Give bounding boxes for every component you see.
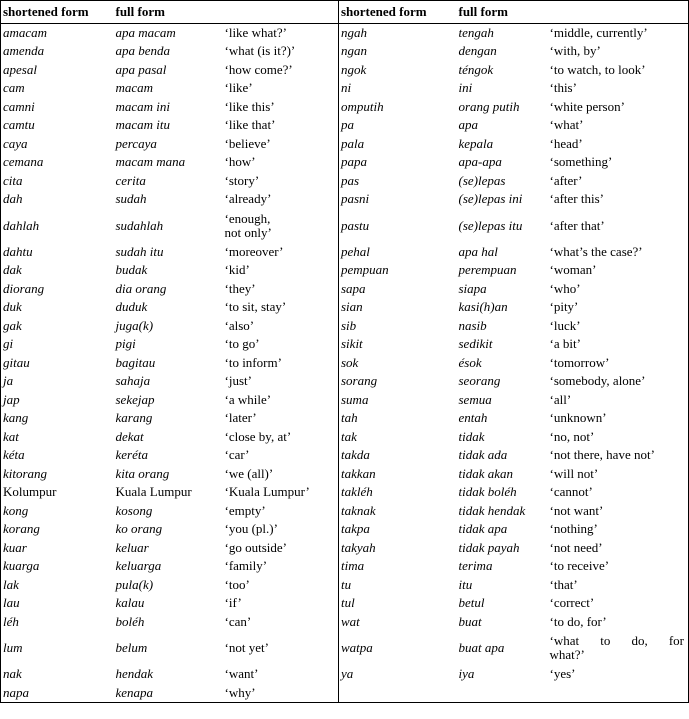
header-left-full-form: full form [114, 1, 223, 24]
right-gloss: ‘unknown’ [548, 409, 689, 428]
left-gloss: ‘empty’ [223, 502, 339, 521]
right-shortened-form: omputih [341, 98, 384, 114]
left-gloss: ‘a while’ [223, 391, 339, 410]
table-row [1, 243, 689, 262]
left-full-form: cerita [115, 172, 146, 188]
left-full-form: apa pasal [115, 61, 167, 77]
right-shortened-form: pa [341, 117, 354, 133]
right-full-form: apa [458, 117, 478, 133]
left-gloss: ‘what (is it?)’ [223, 42, 339, 61]
right-gloss: ‘something’ [548, 153, 689, 172]
right-full-form: iya [458, 666, 475, 682]
right-shortened-form: watpa [341, 640, 373, 655]
table-row [1, 391, 689, 410]
table-row [1, 79, 689, 98]
left-shortened-form: gak [1, 317, 114, 336]
left-gloss: ‘to go’ [223, 335, 339, 354]
table-row [1, 298, 689, 317]
left-full-form: budak [115, 262, 148, 278]
right-gloss: ‘what’ [548, 116, 689, 135]
right-full-form: tidak akan [458, 465, 514, 481]
table-row [1, 372, 689, 391]
left-full-form: Kuala Lumpur [115, 484, 192, 500]
right-shortened-form: tima [341, 558, 365, 574]
right-full-form: tidak ada [458, 447, 508, 463]
right-full-form: dengan [458, 43, 497, 59]
table-row [1, 335, 689, 354]
left-full-form: keluar [115, 539, 149, 555]
left-shortened-form: napa [1, 684, 114, 703]
left-gloss: ‘to inform’ [223, 354, 339, 373]
right-full-form: (se)lepas ini [458, 191, 523, 207]
right-full-form: ésok [458, 354, 482, 370]
table-row [1, 98, 689, 117]
left-gloss-line: not only’ [224, 224, 272, 240]
left-gloss: ‘already’ [223, 190, 339, 209]
left-gloss [223, 209, 339, 243]
right-shortened-form: takkan [341, 465, 376, 481]
right-gloss: ‘middle, currently’ [548, 24, 689, 43]
left-gloss: ‘not yet’ [223, 631, 339, 665]
left-gloss: ‘too’ [223, 576, 339, 595]
left-full-form: apa macam [115, 25, 176, 40]
right-gloss: ‘not need’ [548, 539, 689, 558]
table-row [1, 483, 689, 502]
left-gloss: ‘if’ [223, 594, 339, 613]
right-full-form: téngok [458, 61, 494, 77]
right-full-form: apa-apa [458, 154, 502, 170]
right-full-form: semua [458, 391, 492, 407]
right-full-form: itu [458, 576, 473, 592]
right-shortened-form: wat [341, 613, 360, 629]
right-shortened-form: ngan [341, 43, 367, 59]
right-shortened-form: tu [341, 576, 352, 592]
table-row [1, 280, 689, 299]
right-gloss: ‘who’ [548, 280, 689, 299]
right-gloss-line: ‘what to do, for [549, 633, 684, 648]
left-gloss-line: ‘enough, [224, 210, 271, 226]
left-full-form: karang [115, 410, 153, 426]
right-shortened-form: sorang [341, 373, 378, 389]
table-row [1, 61, 689, 80]
right-gloss: ‘what’s the case?’ [548, 243, 689, 262]
right-full-form [457, 684, 548, 703]
right-gloss: ‘after that’ [548, 209, 689, 243]
left-full-form: percaya [115, 135, 157, 151]
table-row [1, 594, 689, 613]
right-full-form: apa hal [458, 243, 498, 259]
table-row [1, 446, 689, 465]
table-row [1, 665, 689, 684]
right-gloss: ‘tomorrow’ [548, 354, 689, 373]
table-row [1, 465, 689, 484]
left-full-form: sudahlah [115, 217, 164, 233]
right-shortened-form: ngah [341, 25, 367, 40]
right-gloss: ‘not want’ [548, 502, 689, 521]
table-row [1, 613, 689, 632]
left-shortened-form: kat [1, 428, 114, 447]
left-gloss: ‘can’ [223, 613, 339, 632]
right-gloss: ‘will not’ [548, 465, 689, 484]
table-row [1, 209, 689, 243]
left-full-form: dekat [115, 428, 144, 444]
left-gloss: ‘they’ [223, 280, 339, 299]
right-shortened-form: takyah [341, 539, 376, 555]
right-shortened-form: pastu [341, 217, 370, 233]
left-full-form: juga(k) [115, 317, 154, 333]
left-shortened-form: nak [1, 665, 114, 684]
table-row [1, 502, 689, 521]
right-gloss: ‘yes’ [548, 665, 689, 684]
right-full-form: orang putih [458, 98, 520, 114]
table-row [1, 631, 689, 665]
right-shortened-form: ngok [341, 61, 367, 77]
left-shortened-form: cemana [1, 153, 114, 172]
left-full-form: macam mana [115, 154, 186, 170]
left-shortened-form: amenda [1, 42, 114, 61]
table-row [1, 153, 689, 172]
left-gloss: ‘moreover’ [223, 243, 339, 262]
right-shortened-form: sib [341, 317, 357, 333]
left-shortened-form: gi [1, 335, 114, 354]
left-shortened-form: cita [1, 172, 114, 191]
right-gloss: ‘no, not’ [548, 428, 689, 447]
left-gloss: ‘like what?’ [223, 24, 339, 43]
right-shortened-form: sian [341, 299, 363, 315]
right-gloss [548, 631, 689, 665]
right-full-form: kepala [458, 135, 494, 151]
table-body [1, 24, 689, 703]
right-full-form: terima [458, 558, 493, 574]
right-gloss: ‘a bit’ [548, 335, 689, 354]
left-full-form: bagitau [115, 354, 156, 370]
table-row [1, 116, 689, 135]
left-shortened-form: caya [1, 135, 114, 154]
right-gloss: ‘after this’ [548, 190, 689, 209]
left-full-form: sahaja [115, 373, 151, 389]
right-gloss: ‘to watch, to look’ [548, 61, 689, 80]
left-shortened-form: Kolumpur [1, 483, 114, 502]
left-shortened-form: lum [1, 631, 114, 665]
left-full-form: sudah [115, 191, 147, 207]
left-full-form: belum [115, 640, 148, 655]
left-full-form: pula(k) [115, 576, 154, 592]
right-gloss: ‘woman’ [548, 261, 689, 280]
left-gloss: ‘just’ [223, 372, 339, 391]
left-gloss: ‘also’ [223, 317, 339, 336]
left-gloss: ‘you (pl.)’ [223, 520, 339, 539]
left-full-form: pigi [115, 336, 136, 352]
left-full-form: ko orang [115, 521, 163, 537]
table-row [1, 135, 689, 154]
right-shortened-form: tak [341, 428, 357, 444]
right-shortened-form: ni [341, 80, 352, 96]
right-gloss: ‘this’ [548, 79, 689, 98]
table-row [1, 354, 689, 373]
right-full-form: tidak hendak [458, 502, 526, 518]
left-shortened-form: camtu [1, 116, 114, 135]
right-full-form: sedikit [458, 336, 493, 352]
right-shortened-form: tah [341, 410, 358, 426]
left-shortened-form: kong [1, 502, 114, 521]
table-row [1, 520, 689, 539]
left-shortened-form: dak [1, 261, 114, 280]
left-shortened-form: cam [1, 79, 114, 98]
right-gloss: ‘cannot’ [548, 483, 689, 502]
right-gloss-text [550, 634, 689, 662]
left-shortened-form: kitorang [1, 465, 114, 484]
left-shortened-form: dahlah [1, 209, 114, 243]
table-header-row [1, 1, 689, 24]
right-gloss: ‘that’ [548, 576, 689, 595]
right-full-form: buat apa [458, 640, 505, 655]
table-row [1, 172, 689, 191]
left-shortened-form: kéta [1, 446, 114, 465]
header-left-gloss [223, 1, 339, 24]
left-full-form: macam [115, 80, 154, 96]
right-full-form: tidak [458, 428, 485, 444]
right-gloss: ‘all’ [548, 391, 689, 410]
left-full-form: kalau [115, 595, 145, 611]
left-full-form: boléh [115, 613, 145, 629]
right-shortened-form: pehal [341, 243, 370, 259]
right-gloss: ‘correct’ [548, 594, 689, 613]
left-shortened-form: dah [1, 190, 114, 209]
right-shortened-form: sapa [341, 280, 366, 296]
right-full-form: perempuan [458, 262, 517, 278]
right-full-form: ini [458, 80, 473, 96]
header-right-gloss [548, 1, 689, 24]
right-full-form: nasib [458, 317, 487, 333]
left-full-form: dia orang [115, 280, 167, 296]
left-shortened-form: diorang [1, 280, 114, 299]
table-row [1, 317, 689, 336]
table-row [1, 557, 689, 576]
left-shortened-form: amacam [1, 24, 114, 43]
left-shortened-form: korang [1, 520, 114, 539]
right-full-form: kasi(h)an [458, 299, 508, 315]
left-full-form: keluarga [115, 558, 162, 574]
right-shortened-form: sok [341, 354, 359, 370]
left-shortened-form: kuar [1, 539, 114, 558]
left-shortened-form: léh [1, 613, 114, 632]
right-gloss: ‘to receive’ [548, 557, 689, 576]
right-shortened-form: takda [341, 447, 370, 463]
right-shortened-form: pasni [341, 191, 370, 207]
left-gloss: ‘how come?’ [223, 61, 339, 80]
left-full-form: kosong [115, 502, 153, 518]
right-shortened-form: ya [341, 666, 354, 682]
left-shortened-form: apesal [1, 61, 114, 80]
left-gloss: ‘like that’ [223, 116, 339, 135]
left-shortened-form: lak [1, 576, 114, 595]
left-shortened-form: kuarga [1, 557, 114, 576]
right-gloss [548, 684, 689, 703]
right-gloss: ‘head’ [548, 135, 689, 154]
right-shortened-form: tul [341, 595, 355, 611]
left-gloss: ‘go outside’ [223, 539, 339, 558]
header-right-full-form: full form [457, 1, 548, 24]
left-gloss: ‘Kuala Lumpur’ [223, 483, 339, 502]
right-shortened-form: pempuan [341, 262, 389, 278]
right-full-form: tengah [458, 25, 494, 40]
right-full-form: tidak payah [458, 539, 520, 555]
table-row [1, 409, 689, 428]
right-gloss: ‘with, by’ [548, 42, 689, 61]
left-gloss: ‘like this’ [223, 98, 339, 117]
left-full-form: kenapa [114, 684, 223, 703]
right-gloss: ‘white person’ [548, 98, 689, 117]
right-gloss: ‘luck’ [548, 317, 689, 336]
left-gloss: ‘story’ [223, 172, 339, 191]
left-gloss: ‘why’ [223, 684, 339, 703]
table-row [1, 576, 689, 595]
left-full-form: macam itu [115, 117, 171, 133]
table-row [1, 261, 689, 280]
left-full-form: apa benda [115, 43, 171, 59]
left-full-form: duduk [115, 299, 148, 315]
right-shortened-form: takléh [341, 484, 373, 500]
left-shortened-form: gitau [1, 354, 114, 373]
table-row [1, 684, 689, 703]
left-gloss: ‘car’ [223, 446, 339, 465]
right-shortened-form: suma [341, 391, 369, 407]
table-row [1, 539, 689, 558]
header-left-shortened-form: shortened form [1, 1, 114, 24]
right-full-form: tidak boléh [458, 484, 517, 500]
right-gloss: ‘nothing’ [548, 520, 689, 539]
left-full-form: sekejap [115, 391, 155, 407]
right-shortened-form: taknak [341, 502, 376, 518]
left-shortened-form: duk [1, 298, 114, 317]
right-gloss-line: what?’ [549, 647, 585, 662]
right-shortened-form: sikit [341, 336, 363, 352]
right-gloss: ‘pity’ [548, 298, 689, 317]
left-shortened-form: lau [1, 594, 114, 613]
right-gloss: ‘somebody, alone’ [548, 372, 689, 391]
left-gloss: ‘family’ [223, 557, 339, 576]
right-shortened-form: papa [341, 154, 367, 170]
left-gloss: ‘how’ [223, 153, 339, 172]
left-full-form: keréta [115, 447, 148, 463]
right-full-form: (se)lepas itu [458, 217, 523, 233]
left-shortened-form: kang [1, 409, 114, 428]
table-row [1, 24, 689, 43]
right-full-form: betul [458, 595, 485, 611]
right-full-form: buat [458, 613, 482, 629]
right-full-form: tidak apa [458, 521, 508, 537]
right-shortened-form: pas [341, 172, 360, 188]
table-row [1, 428, 689, 447]
left-full-form: hendak [115, 666, 154, 682]
header-right-shortened-form: shortened form [339, 1, 457, 24]
right-gloss: ‘not there, have not’ [548, 446, 689, 465]
left-shortened-form: jap [1, 391, 114, 410]
left-gloss: ‘want’ [223, 665, 339, 684]
right-full-form: entah [458, 410, 488, 426]
right-full-form: seorang [458, 373, 501, 389]
left-gloss: ‘later’ [223, 409, 339, 428]
left-gloss: ‘believe’ [223, 135, 339, 154]
right-gloss: ‘after’ [548, 172, 689, 191]
right-full-form: (se)lepas [458, 172, 506, 188]
left-gloss: ‘like’ [223, 79, 339, 98]
left-gloss: ‘we (all)’ [223, 465, 339, 484]
right-full-form: siapa [458, 280, 487, 296]
right-gloss: ‘to do, for’ [548, 613, 689, 632]
left-shortened-form: dahtu [1, 243, 114, 262]
left-gloss: ‘close by, at’ [223, 428, 339, 447]
left-gloss: ‘to sit, stay’ [223, 298, 339, 317]
left-gloss: ‘kid’ [223, 261, 339, 280]
table-row [1, 190, 689, 209]
table-row [1, 42, 689, 61]
left-shortened-form: camni [1, 98, 114, 117]
left-full-form: sudah itu [115, 243, 164, 259]
right-shortened-form: takpa [341, 521, 370, 537]
left-full-form: macam ini [115, 98, 171, 114]
left-full-form: kita orang [115, 465, 170, 481]
right-shortened-form [339, 684, 457, 703]
right-shortened-form: pala [341, 135, 365, 151]
left-shortened-form: ja [1, 372, 114, 391]
